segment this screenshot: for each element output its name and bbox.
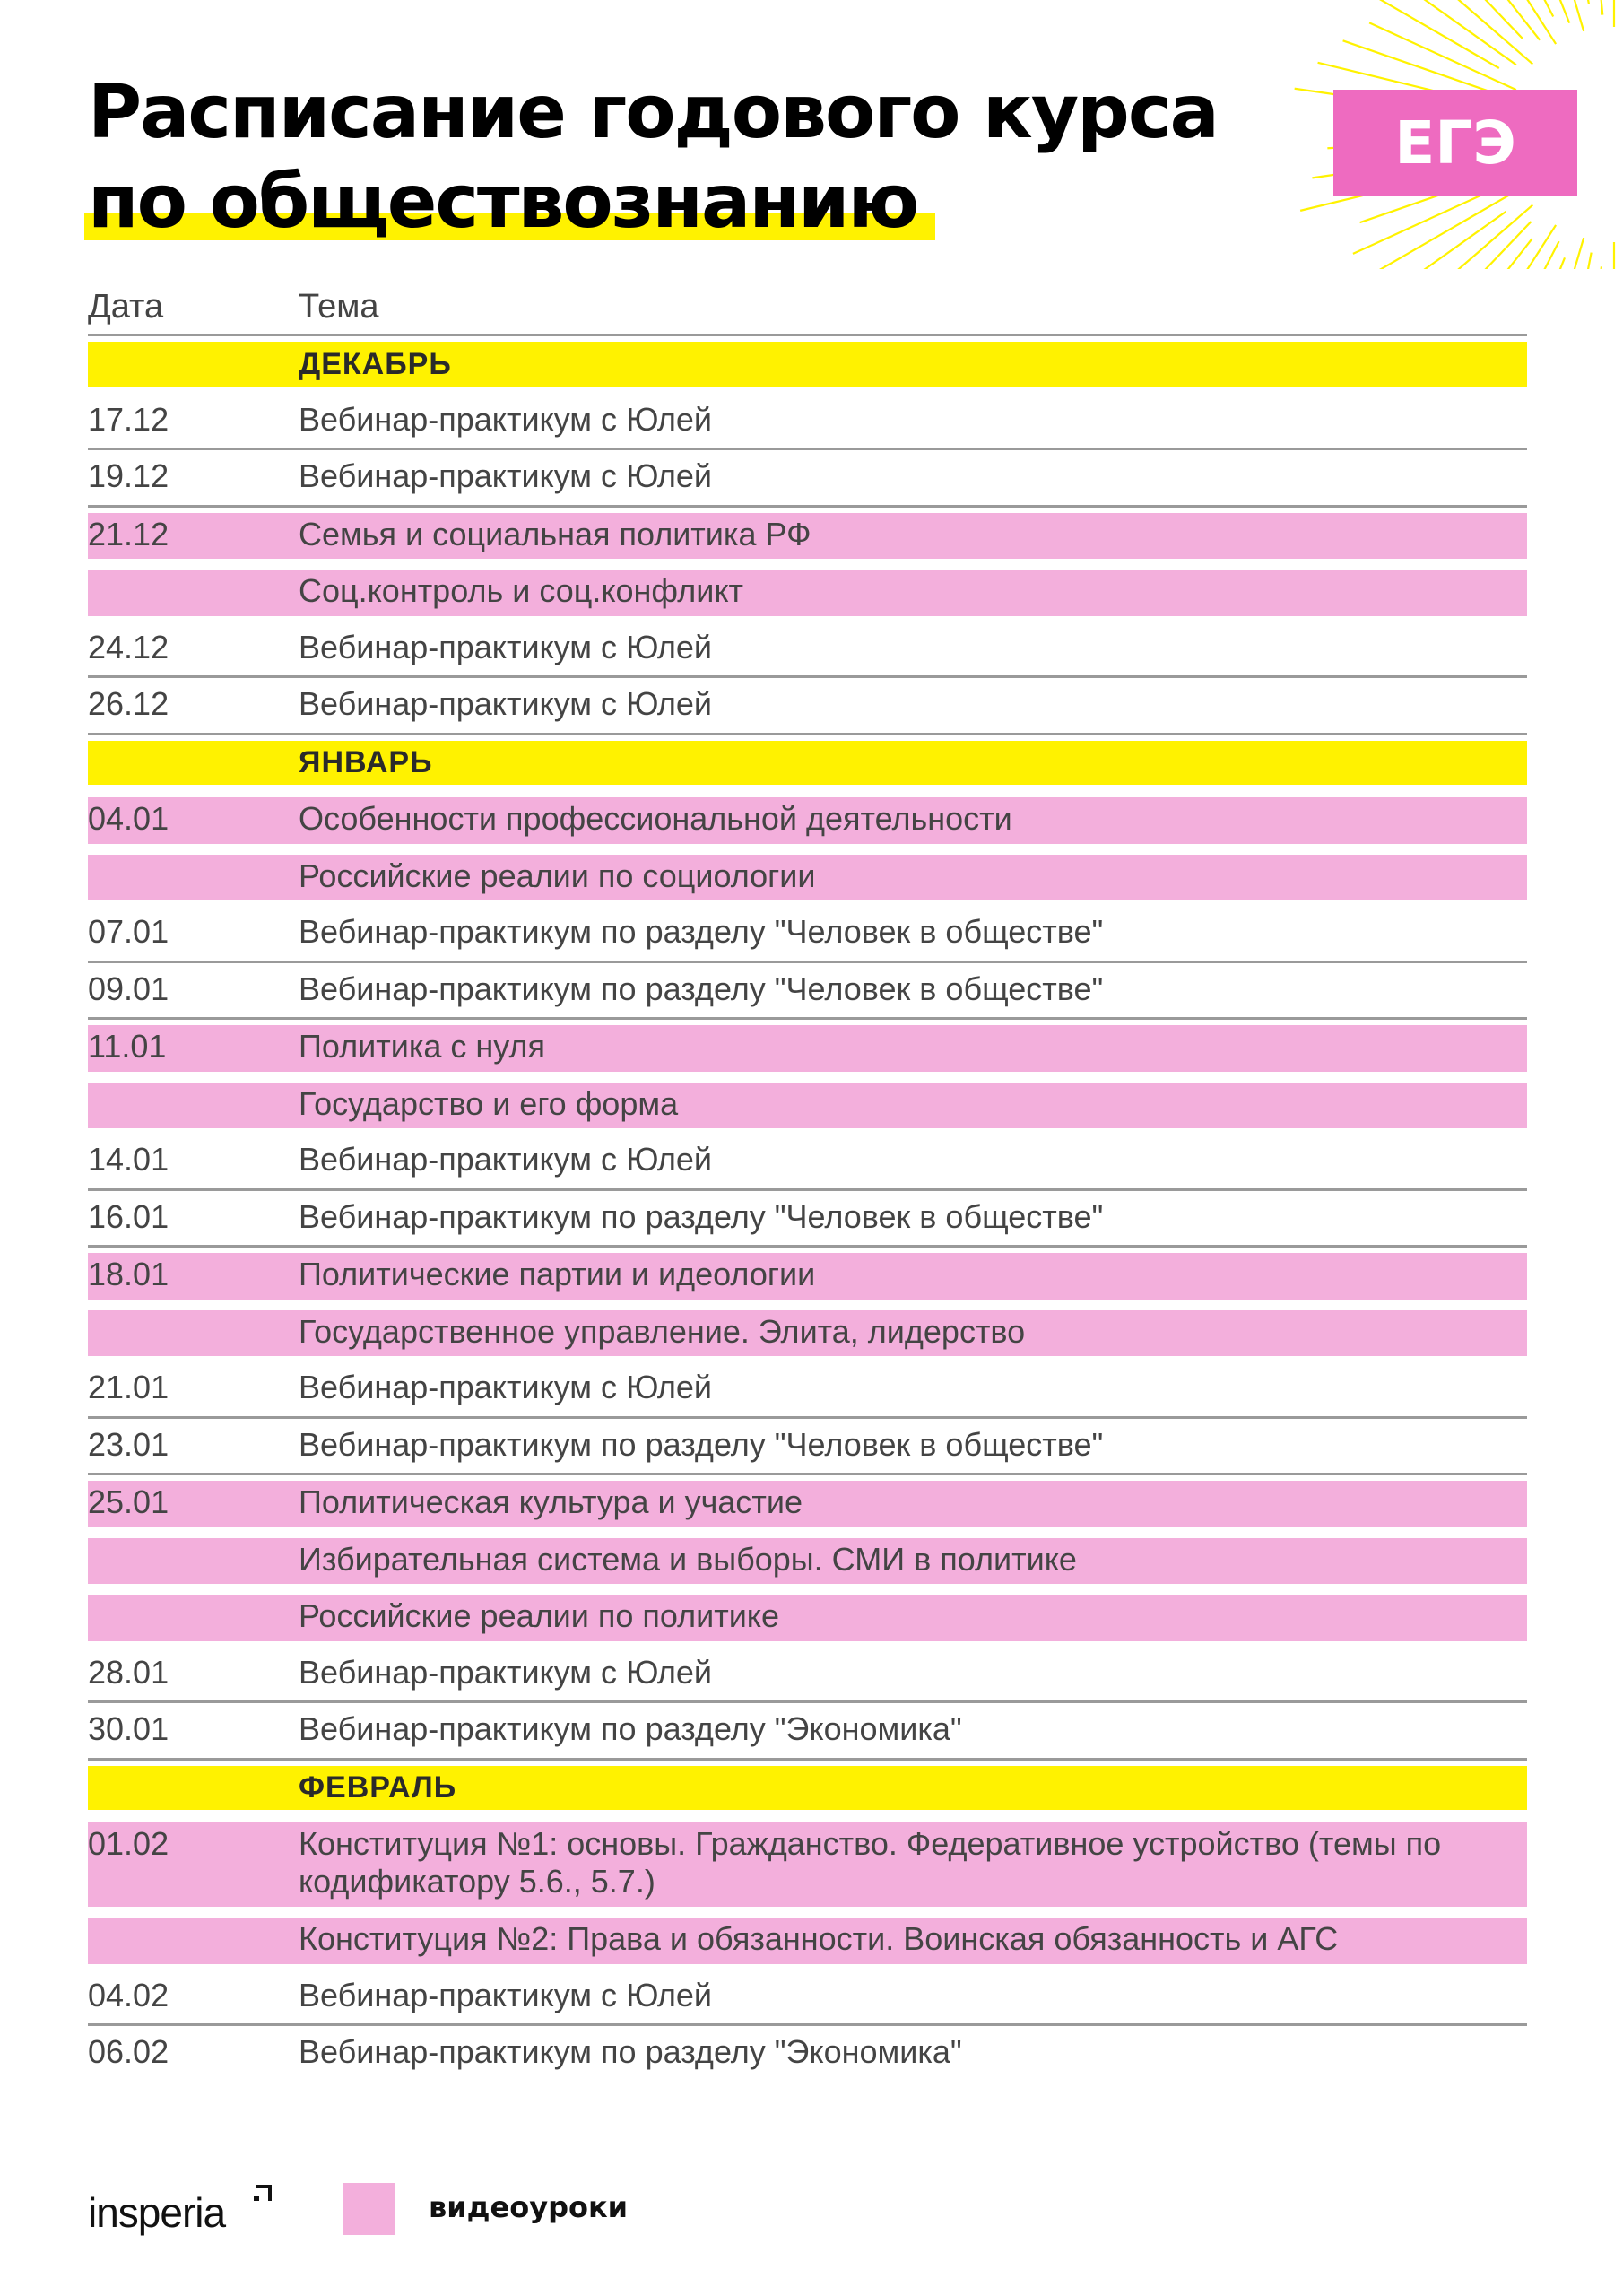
- row-topic: Избирательная система и выборы. СМИ в политике: [299, 1540, 1077, 1578]
- row-date: 07.01: [88, 913, 169, 950]
- month-row: [88, 735, 1527, 793]
- row-date: 01.02: [88, 1825, 169, 1862]
- row-topic: Политика с нуля: [299, 1028, 545, 1065]
- table-row: [88, 906, 1527, 963]
- month-row: [88, 336, 1527, 394]
- title-line-1: Расписание годового курса: [88, 70, 1218, 155]
- row-topic: Вебинар-практикум по разделу "Человек в обществе": [299, 1197, 1104, 1235]
- video-highlight: [88, 1310, 1527, 1357]
- row-date: 04.02: [88, 1976, 169, 2013]
- table-row: [88, 622, 1527, 679]
- table-body: [88, 336, 1527, 2083]
- row-date: 25.01: [88, 1483, 169, 1520]
- row-date: 21.12: [88, 515, 169, 552]
- sun-ray: [1428, 0, 1523, 39]
- video-highlight: [88, 1481, 1527, 1527]
- row-topic: Политические партии и идеологии: [299, 1256, 816, 1292]
- title-line-2: [88, 160, 917, 246]
- table-row: [88, 678, 1527, 735]
- row-topic: Вебинар-практикум с Юлей: [299, 685, 712, 722]
- row-topic: Конституция №2: Права и обязанности. Воинская обязанность и АГС: [299, 1920, 1339, 1957]
- video-highlight: [88, 513, 1527, 560]
- row-date: 14.01: [88, 1141, 169, 1178]
- exam-badge: ЕГЭ: [1333, 90, 1577, 196]
- table-row: [88, 1703, 1527, 1761]
- row-date: 24.12: [88, 628, 169, 665]
- table-row: [88, 450, 1527, 508]
- table-row: [88, 1191, 1527, 1248]
- video-lesson-row: [88, 1533, 1527, 1590]
- legend-video-swatch: [343, 2183, 395, 2235]
- row-topic: Вебинар-практикум с Юлей: [299, 400, 712, 438]
- video-lesson-row: [88, 1589, 1527, 1647]
- sun-ray: [1553, 253, 1592, 269]
- title-line-2-text: по обществознанию: [88, 160, 918, 245]
- row-topic: Вебинар-практикум по разделу "Экономика": [299, 2033, 962, 2070]
- footer: [88, 2170, 1527, 2251]
- row-topic: Вебинар-практикум по разделу "Экономика": [299, 1710, 962, 1747]
- row-topic: Вебинар-практикум с Юлей: [299, 1976, 712, 2013]
- month-label: ДЕКАБРЬ: [299, 346, 452, 381]
- row-date: 28.01: [88, 1653, 169, 1691]
- logo-mark-icon: [252, 2183, 273, 2205]
- table-row: [88, 1361, 1527, 1419]
- row-topic: Семья и социальная политика РФ: [299, 515, 812, 552]
- sun-ray: [1588, 266, 1601, 269]
- video-lesson-row: [88, 1077, 1527, 1135]
- row-topic: Российские реалии по политике: [299, 1597, 779, 1634]
- video-highlight: [88, 1822, 1527, 1907]
- schedule-table: [88, 280, 1527, 2083]
- video-highlight: [88, 1918, 1527, 1964]
- sun-ray: [1397, 0, 1532, 64]
- row-topic: Вебинар-практикум с Юлей: [299, 628, 712, 665]
- video-highlight: [88, 1595, 1527, 1641]
- sun-ray: [1350, 195, 1510, 269]
- video-lesson-row: [88, 792, 1527, 849]
- video-highlight: [88, 1538, 1527, 1585]
- row-topic: Вебинар-практикум с Юлей: [299, 1369, 712, 1405]
- table-row: [88, 2026, 1527, 2083]
- row-topic: Вебинар-практикум по разделу "Человек в обществе": [299, 970, 1104, 1007]
- row-topic: Вебинар-практикум с Юлей: [299, 1141, 712, 1178]
- month-label: ФЕВРАЛЬ: [299, 1770, 457, 1805]
- row-topic: Государственное управление. Элита, лидерство: [299, 1312, 1026, 1350]
- month-highlight: [88, 1766, 1527, 1811]
- month-label: ЯНВАРЬ: [299, 745, 433, 780]
- video-highlight: [88, 1083, 1527, 1129]
- row-topic: Особенности профессиональной деятельности: [299, 800, 1012, 837]
- row-topic: Вебинар-практикум с Юлей: [299, 1653, 712, 1691]
- video-highlight: [88, 797, 1527, 844]
- row-topic: Вебинар-практикум по разделу "Человек в обществе": [299, 1425, 1104, 1463]
- column-header-date: Дата: [88, 287, 164, 326]
- row-date: 06.02: [88, 2033, 169, 2070]
- video-lesson-row: [88, 1248, 1527, 1305]
- row-topic: Конституция №1: основы. Гражданство. Федеративное устройство (темы по кодификатору 5.6., 5.7.): [299, 1825, 1442, 1900]
- video-highlight: [88, 1025, 1527, 1072]
- video-lesson-row: [88, 1475, 1527, 1533]
- table-row: [88, 1419, 1527, 1476]
- row-topic: Соц.контроль и соц.конфликт: [299, 572, 744, 609]
- video-lesson-row: [88, 1305, 1527, 1362]
- row-topic: Российские реалии по социологии: [299, 857, 816, 894]
- row-topic: Политическая культура и участие: [299, 1483, 803, 1520]
- video-lesson-row: [88, 849, 1527, 907]
- legend-video-label: видеоуроки: [429, 2190, 629, 2224]
- brand-logo: insperia: [88, 2189, 226, 2236]
- video-lesson-row: [88, 1912, 1527, 1970]
- month-row: [88, 1761, 1527, 1818]
- page-title: [88, 70, 1218, 246]
- video-highlight: [88, 855, 1527, 901]
- row-date: 19.12: [88, 457, 169, 494]
- row-date: 18.01: [88, 1256, 169, 1292]
- table-row: [88, 1647, 1527, 1704]
- row-date: 26.12: [88, 685, 169, 722]
- video-lesson-row: [88, 564, 1527, 622]
- table-row: [88, 963, 1527, 1021]
- table-header: [88, 280, 1527, 336]
- video-lesson-row: [88, 508, 1527, 565]
- video-highlight: [88, 570, 1527, 616]
- table-row: [88, 394, 1527, 451]
- row-topic: Вебинар-практикум с Юлей: [299, 457, 712, 494]
- video-lesson-row: [88, 1020, 1527, 1077]
- sun-ray: [1491, 241, 1559, 269]
- row-date: 23.01: [88, 1425, 169, 1463]
- row-date: 21.01: [88, 1369, 169, 1405]
- video-lesson-row: [88, 1817, 1527, 1912]
- row-date: 11.01: [88, 1028, 167, 1065]
- row-topic: Государство и его форма: [299, 1084, 679, 1122]
- row-date: 17.12: [88, 400, 169, 438]
- table-row: [88, 1970, 1527, 2027]
- row-topic: Вебинар-практикум по разделу "Человек в обществе": [299, 913, 1104, 950]
- month-highlight: [88, 741, 1527, 786]
- row-date: 30.01: [88, 1710, 169, 1747]
- table-row: [88, 1134, 1527, 1191]
- sun-ray: [1426, 239, 1532, 269]
- row-date: 04.01: [88, 800, 169, 837]
- video-highlight: [88, 1253, 1527, 1300]
- column-header-topic: Тема: [299, 287, 379, 326]
- month-highlight: [88, 342, 1527, 387]
- row-date: 16.01: [88, 1197, 169, 1235]
- row-date: 09.01: [88, 970, 169, 1007]
